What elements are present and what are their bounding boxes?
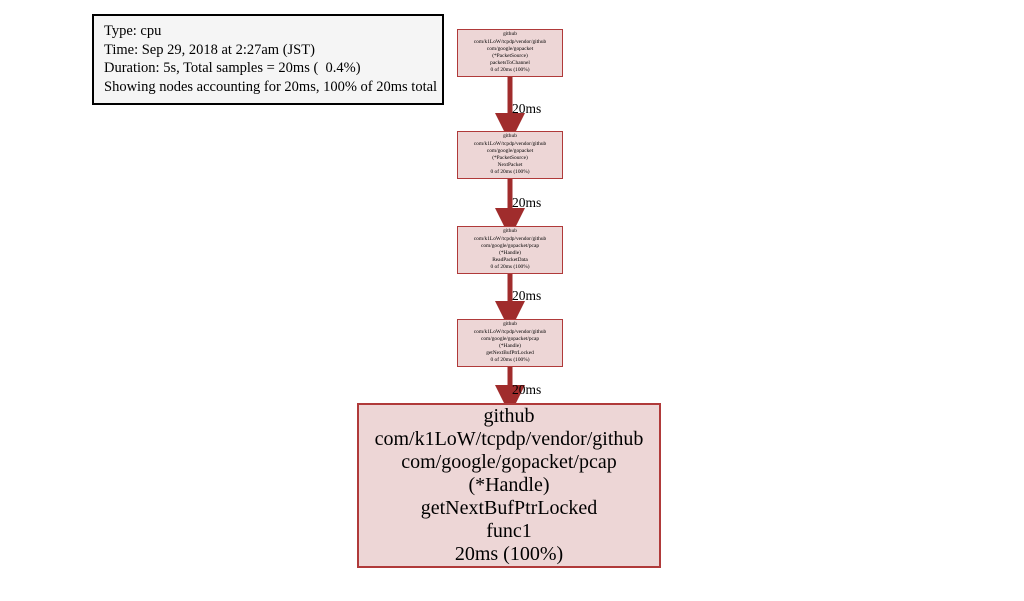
legend-line-duration: Duration: 5s, Total samples = 20ms ( 0.4%) [104, 60, 361, 76]
legend-line-time: Time: Sep 29, 2018 at 2:27am (JST) [104, 41, 315, 58]
node5-line-2: com/k1LoW/tcpdp/vendor/github [374, 428, 644, 450]
node2-line-6: 0 of 20ms (100%) [490, 169, 530, 176]
legend-line-type: Type: cpu [104, 23, 162, 39]
node3-line-3: com/google/gopacket/pcap [480, 242, 540, 249]
legend-line-showing-nodes: Showing nodes accounting for 20ms, 100% of 20ms total [104, 78, 438, 95]
node2-line-5: NextPacket [497, 162, 523, 169]
edge-label-2: 20ms [512, 195, 542, 210]
node4-line-6: 0 of 20ms (100%) [490, 357, 530, 364]
graph-node-get-next-buf-ptr-locked-func1[interactable] [357, 403, 661, 568]
node4-line-5: getNextBufPtrLocked [486, 350, 534, 357]
node5-line-5: getNextBufPtrLocked [420, 497, 598, 519]
node1-line-2: com/k1LoW/tcpdp/vendor/github [473, 38, 547, 45]
graph-node-read-packet-data[interactable] [457, 226, 563, 274]
node2-line-4: (*PacketSource) [492, 155, 528, 161]
node4-line-2: com/k1LoW/tcpdp/vendor/github [473, 328, 547, 335]
node3-line-1: github [503, 228, 517, 235]
node5-line-1: github [483, 405, 535, 427]
node1-line-4: (*PacketSource) [492, 53, 528, 59]
node1-line-5: packetsToChannel [490, 60, 530, 67]
node1-line-3: com/google/gopacket [486, 45, 534, 52]
node3-line-5: ReadPacketData [492, 257, 528, 264]
node5-line-7: 20ms (100%) [454, 543, 564, 565]
edge-label-1: 20ms [512, 101, 542, 116]
node5-line-4: (*Handle) [468, 474, 550, 496]
graph-node-packets-to-channel[interactable] [457, 29, 563, 77]
node2-line-1: github [503, 133, 517, 140]
node4-line-3: com/google/gopacket/pcap [480, 335, 540, 342]
node2-line-2: com/k1LoW/tcpdp/vendor/github [473, 140, 547, 147]
node4-line-4: (*Handle) [499, 343, 521, 349]
node2-line-3: com/google/gopacket [486, 147, 534, 154]
node3-line-6: 0 of 20ms (100%) [490, 264, 530, 271]
node3-line-2: com/k1LoW/tcpdp/vendor/github [473, 235, 547, 242]
graph-node-get-next-buf-ptr-locked[interactable] [457, 319, 563, 367]
node1-line-6: 0 of 20ms (100%) [490, 67, 530, 74]
node1-line-1: github [503, 31, 517, 38]
node5-line-3: com/google/gopacket/pcap [401, 451, 617, 473]
node3-line-4: (*Handle) [499, 250, 521, 256]
node5-line-6: func1 [486, 520, 532, 542]
edge-label-3: 20ms [512, 288, 542, 303]
node4-line-1: github [503, 321, 517, 328]
edge-label-4: 20ms [512, 382, 542, 397]
graph-node-next-packet[interactable] [457, 131, 563, 179]
